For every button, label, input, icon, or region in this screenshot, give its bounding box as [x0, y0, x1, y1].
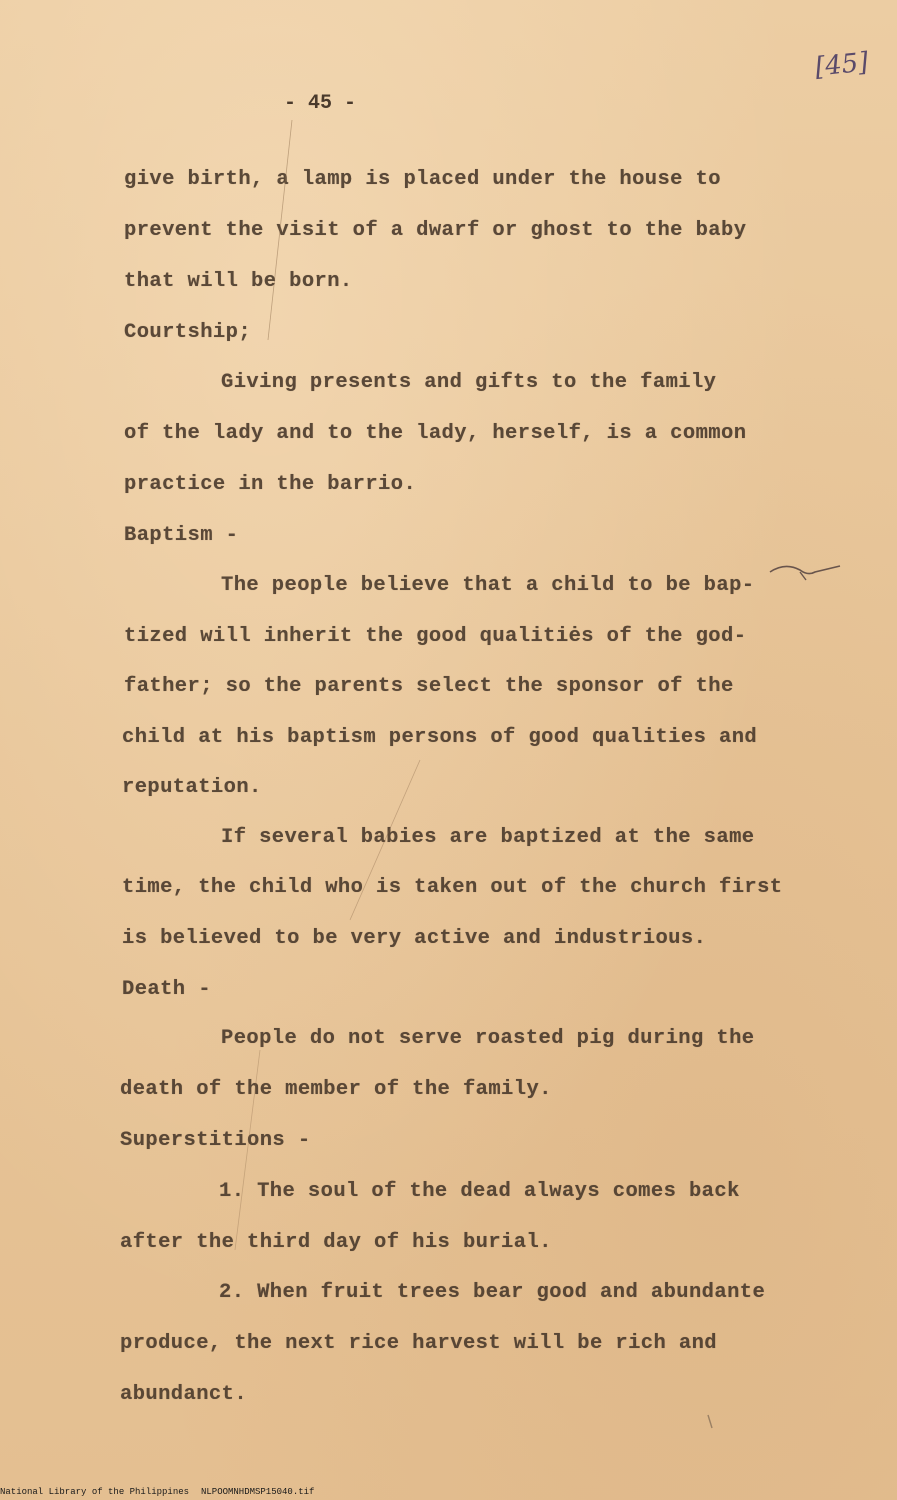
- text-line: death of the member of the family.: [120, 1078, 552, 1101]
- section-heading-courtship: Courtship;: [124, 321, 252, 344]
- text-line: child at his baptism persons of good qualities and: [122, 726, 758, 749]
- text-line: after the third day of his burial.: [120, 1231, 552, 1254]
- text-line: 1. The soul of the dead always comes back: [219, 1180, 740, 1203]
- text-line: father; so the parents select the sponsor of the: [124, 675, 734, 698]
- archive-page-mark: [45]: [813, 47, 870, 83]
- page-number: - 45 -: [284, 92, 357, 115]
- text-line: abundanct.: [120, 1383, 248, 1406]
- footer-library-name: National Library of the Philippines: [0, 1487, 190, 1497]
- footer-filename: NLPOOMNHDMSP15040.tif: [201, 1487, 315, 1497]
- text-line: Giving presents and gifts to the family: [221, 371, 717, 394]
- text-line: People do not serve roasted pig during the: [221, 1027, 755, 1050]
- text-line: practice in the barrio.: [124, 473, 417, 496]
- section-heading-baptism: Baptism -: [124, 524, 239, 547]
- text-line: produce, the next rice harvest will be rich and: [120, 1332, 717, 1355]
- section-heading-death: Death -: [122, 978, 211, 1001]
- text-line: that will be born.: [124, 270, 353, 293]
- text-line: 2. When fruit trees bear good and abundante: [219, 1281, 766, 1304]
- text-line: time, the child who is taken out of the church first: [122, 876, 783, 899]
- text-line: of the lady and to the lady, herself, is a common: [124, 422, 747, 445]
- text-line: is believed to be very active and industrious.: [122, 927, 707, 950]
- text-line: tized will inherit the good qualitiės of the god-: [124, 625, 747, 648]
- text-line: If several babies are baptized at the same: [221, 826, 755, 849]
- text-line: prevent the visit of a dwarf or ghost to the baby: [124, 219, 747, 242]
- section-heading-superstitions: Superstitions -: [120, 1129, 311, 1152]
- text-line: give birth, a lamp is placed under the house to: [124, 168, 721, 191]
- text-line: reputation.: [122, 776, 262, 799]
- text-line: The people believe that a child to be bap-: [221, 574, 755, 597]
